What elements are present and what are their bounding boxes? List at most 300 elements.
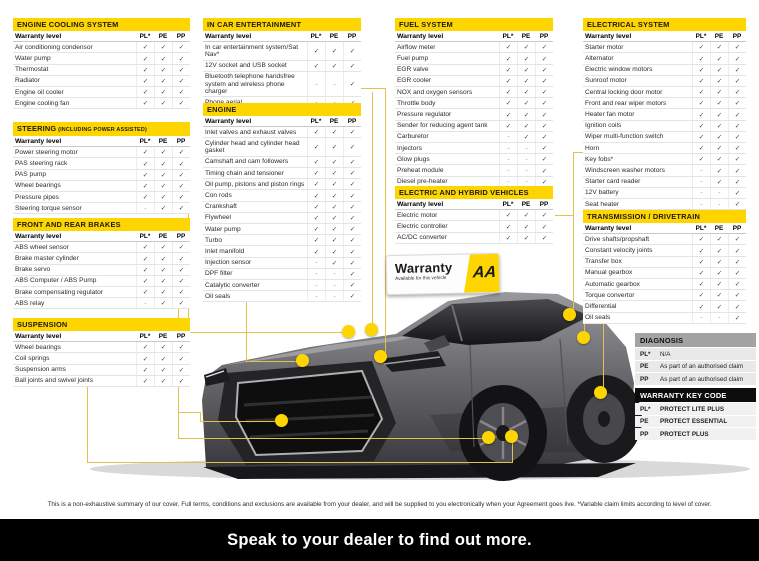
warranty-row-label: Alternator	[585, 54, 614, 62]
coverage-tick: ✓	[728, 42, 746, 52]
coverage-tick: ✓	[535, 87, 553, 97]
coverage-tick: ✓	[154, 353, 172, 363]
warranty-row-label: Catalytic converter	[205, 281, 260, 289]
warranty-row-label: Brake servo	[15, 266, 51, 274]
coverage-tick: -	[710, 199, 728, 209]
connector-line	[573, 152, 574, 315]
coverage-tick: ✓	[136, 158, 154, 168]
coverage-tick: ✓	[535, 154, 553, 164]
coverage-tick: ✓	[535, 143, 553, 153]
warranty-row	[395, 210, 553, 221]
column-header-level: PE	[329, 117, 339, 125]
coverage-tick: ✓	[728, 65, 746, 75]
coverage-tick: -	[136, 203, 154, 213]
warranty-row-label: Thermostat	[15, 66, 49, 74]
coverage-tick: ✓	[710, 245, 728, 255]
coverage-tick: ✓	[172, 87, 190, 97]
column-header-level: PL*	[310, 32, 322, 40]
coverage-tick: ✓	[728, 76, 746, 86]
coverage-tick: ✓	[692, 234, 710, 244]
coverage-tick: ✓	[172, 265, 190, 275]
coverage-tick: ✓	[343, 202, 361, 212]
coverage-tick: ✓	[136, 287, 154, 297]
coverage-tick: ✓	[325, 246, 343, 256]
panel-title: ENGINE COOLING SYSTEM	[13, 18, 190, 31]
warranty-row	[395, 132, 553, 143]
warranty-row-label: Cylinder head and cylinder head gasket	[205, 139, 300, 155]
coverage-tick: ✓	[692, 143, 710, 153]
coverage-tick: ✓	[343, 258, 361, 268]
warranty-row-label: Camshaft and cam followers	[205, 158, 289, 166]
coverage-tick: ✓	[535, 76, 553, 86]
warranty-row	[13, 298, 190, 309]
warranty-row-label: Sender for reducing agent tank	[397, 122, 488, 130]
coverage-tick: ✓	[710, 234, 728, 244]
warranty-row	[203, 258, 361, 269]
coverage-tick: ✓	[136, 87, 154, 97]
coverage-tick: ✓	[710, 290, 728, 300]
coverage-tick: ✓	[499, 109, 517, 119]
coverage-tick: ✓	[710, 143, 728, 153]
coverage-tick: ✓	[172, 65, 190, 75]
warranty-row	[395, 154, 553, 165]
legend-text: PROTECT PLUS	[660, 430, 709, 438]
warranty-row	[583, 188, 746, 199]
column-header-level: PL*	[139, 32, 151, 40]
warranty-row-label: Engine cooling fan	[15, 99, 70, 107]
warranty-row	[583, 143, 746, 154]
warranty-row	[583, 98, 746, 109]
coverage-tick: ✓	[728, 199, 746, 209]
warranty-row	[13, 253, 190, 264]
coverage-tick: -	[325, 72, 343, 97]
column-header-row	[13, 136, 190, 147]
warranty-row	[395, 165, 553, 176]
column-header-label: Warranty level	[205, 32, 252, 40]
coverage-tick: ✓	[710, 121, 728, 131]
warranty-row-label: Pressure pipes	[15, 193, 59, 201]
warranty-row	[203, 61, 361, 72]
warranty-badge	[386, 253, 501, 295]
warranty-row-label: Brake compensating regulator	[15, 288, 103, 296]
warranty-row	[583, 121, 746, 132]
column-header-row	[13, 231, 190, 242]
warranty-row-label: Oil pump, pistons and piston rings	[205, 180, 305, 188]
warranty-row-label: Manual gearbox	[585, 269, 633, 277]
coverage-tick: ✓	[517, 233, 535, 243]
coverage-tick: ✓	[154, 87, 172, 97]
warranty-row-label: Differential	[585, 302, 617, 310]
warranty-row	[203, 179, 361, 190]
panel-engine	[203, 103, 361, 302]
warranty-row-label: Coil springs	[15, 354, 50, 362]
coverage-tick: ✓	[136, 265, 154, 275]
coverage-tick: ✓	[710, 109, 728, 119]
coverage-tick: -	[307, 258, 325, 268]
connector-line	[512, 440, 513, 463]
panel-title: SUSPENSION	[13, 318, 190, 331]
coverage-tick: ✓	[517, 210, 535, 220]
warranty-row-label: Electric motor	[397, 211, 438, 219]
coverage-tick: -	[325, 280, 343, 290]
warranty-row-label: Drive shafts/propshaft	[585, 235, 650, 243]
warranty-row	[203, 138, 361, 156]
warranty-row-label: Wheel bearings	[15, 182, 61, 190]
warranty-row	[13, 353, 190, 364]
warranty-row-label: Suspension arms	[15, 366, 66, 374]
legend-text: As part of an authorised claim	[660, 375, 744, 383]
coverage-tick: ✓	[710, 257, 728, 267]
legend-code: PE	[640, 418, 649, 425]
coverage-tick: ✓	[154, 158, 172, 168]
coverage-tick: ✓	[307, 61, 325, 71]
coverage-tick: ✓	[325, 42, 343, 59]
coverage-tick: ✓	[728, 279, 746, 289]
column-header-level: PP	[539, 200, 549, 208]
warranty-row	[583, 290, 746, 301]
callout-dot	[374, 350, 387, 363]
coverage-tick: ✓	[325, 179, 343, 189]
warranty-row	[583, 301, 746, 312]
coverage-tick: ✓	[136, 53, 154, 63]
coverage-tick: ✓	[172, 253, 190, 263]
coverage-tick: ✓	[535, 98, 553, 108]
column-header-level: PE	[158, 32, 168, 40]
coverage-tick: ✓	[710, 301, 728, 311]
warranty-row	[203, 202, 361, 213]
warranty-row-label: Ignition coils	[585, 122, 622, 130]
coverage-tick: ✓	[136, 276, 154, 286]
column-header-level: PE	[521, 32, 531, 40]
panel-electrical-system	[583, 18, 746, 210]
coverage-tick: -	[692, 165, 710, 175]
coverage-tick: ✓	[343, 179, 361, 189]
callout-dot	[342, 325, 355, 338]
warranty-row-label: Steering torque sensor	[15, 204, 82, 212]
warranty-row-label: Water pump	[205, 225, 241, 233]
coverage-tick: ✓	[343, 269, 361, 279]
warranty-row	[203, 224, 361, 235]
legend-code: PP	[640, 375, 649, 383]
disclaimer-text: This is a non-exhaustive summary of our cover. Full terms, conditions and exclusions are available from your dealer, and will be supplied to you electronically when your Agreement goes live. *Variable claim limits according to level of cover.	[47, 501, 712, 508]
warranty-row-label: Preheat module	[397, 166, 444, 174]
warranty-row-label: Wiper multi-function switch	[585, 133, 664, 141]
warranty-row-label: Water pump	[15, 54, 51, 62]
coverage-tick: ✓	[325, 258, 343, 268]
coverage-tick: ✓	[692, 257, 710, 267]
coverage-tick: ✓	[172, 170, 190, 180]
column-header-level: PP	[176, 32, 186, 40]
coverage-tick: ✓	[710, 268, 728, 278]
warranty-row	[395, 109, 553, 120]
coverage-tick: ✓	[343, 157, 361, 167]
legend-row	[635, 403, 756, 415]
column-header-level: PL*	[695, 32, 707, 40]
coverage-tick: ✓	[154, 376, 172, 386]
warranty-row-label: Power steering motor	[15, 148, 78, 156]
coverage-tick: ✓	[710, 42, 728, 52]
warranty-row-label: Con rods	[205, 191, 232, 199]
warranty-row	[203, 280, 361, 291]
warranty-row-label: Horn	[585, 144, 600, 152]
warranty-row-label: Glow plugs	[397, 155, 430, 163]
warranty-row	[13, 242, 190, 253]
column-header-level: PL*	[139, 232, 151, 240]
coverage-tick: ✓	[154, 98, 172, 108]
coverage-tick: ✓	[499, 42, 517, 52]
legend-text: As part of an authorised claim	[660, 363, 744, 370]
column-header-row	[583, 31, 746, 42]
column-header-row	[395, 199, 553, 210]
coverage-tick: ✓	[325, 235, 343, 245]
warranty-row	[583, 279, 746, 290]
coverage-tick: ✓	[172, 365, 190, 375]
coverage-tick: ✓	[325, 190, 343, 200]
legend-row	[635, 428, 756, 440]
coverage-tick: ✓	[535, 221, 553, 231]
badge-text	[387, 255, 464, 295]
legend-text: N/A	[660, 350, 671, 358]
coverage-tick: ✓	[499, 98, 517, 108]
coverage-tick: ✓	[136, 98, 154, 108]
coverage-tick: ✓	[343, 190, 361, 200]
warranty-row-label: Oil seals	[205, 292, 231, 300]
warranty-row	[13, 342, 190, 353]
warranty-row	[583, 199, 746, 210]
coverage-tick: ✓	[710, 87, 728, 97]
coverage-tick: ✓	[499, 210, 517, 220]
coverage-tick: ✓	[517, 221, 535, 231]
coverage-tick: ✓	[307, 246, 325, 256]
column-header-level: PE	[158, 137, 168, 145]
coverage-tick: ✓	[728, 188, 746, 198]
coverage-tick: -	[499, 132, 517, 142]
warranty-row-label: Pressure regulator	[397, 110, 452, 118]
coverage-tick: ✓	[325, 168, 343, 178]
warranty-row-label: 12V battery	[585, 189, 619, 197]
coverage-tick: ✓	[154, 242, 172, 252]
coverage-tick: ✓	[692, 42, 710, 52]
coverage-tick: -	[307, 269, 325, 279]
callout-dot	[275, 414, 288, 427]
warranty-row	[395, 42, 553, 53]
warranty-row	[395, 143, 553, 154]
coverage-tick: ✓	[710, 165, 728, 175]
coverage-tick: -	[710, 313, 728, 323]
coverage-tick: ✓	[172, 203, 190, 213]
panel-engine-cooling-system	[13, 18, 190, 109]
warranty-row-label: PAS steering rack	[15, 159, 68, 167]
panel-title: ENGINE	[203, 103, 361, 116]
column-header-level: PP	[732, 32, 742, 40]
coverage-tick: ✓	[343, 246, 361, 256]
panel-title: IN CAR ENTERTAINMENT	[203, 18, 361, 31]
column-header-level: PL*	[139, 332, 151, 340]
column-header-label: Warranty level	[585, 224, 632, 232]
callout-dot	[482, 431, 495, 444]
warranty-row-label: ABS wheel sensor	[15, 243, 69, 251]
warranty-row	[583, 177, 746, 188]
coverage-tick: ✓	[136, 192, 154, 202]
column-header-level: PE	[158, 332, 168, 340]
coverage-tick: ✓	[154, 253, 172, 263]
warranty-row-label: Heater fan motor	[585, 110, 635, 118]
column-header-label: Warranty level	[15, 232, 62, 240]
coverage-tick: ✓	[172, 287, 190, 297]
coverage-tick: ✓	[692, 132, 710, 142]
coverage-tick: ✓	[728, 177, 746, 187]
warranty-row-label: Constant velocity joints	[585, 246, 653, 254]
coverage-tick: ✓	[172, 147, 190, 157]
coverage-tick: -	[307, 280, 325, 290]
aa-logo	[464, 254, 500, 293]
column-header-level: PP	[176, 332, 186, 340]
column-header-row	[203, 31, 361, 42]
coverage-tick: ✓	[154, 65, 172, 75]
warranty-row	[203, 168, 361, 179]
legend-text: PROTECT LITE PLUS	[660, 405, 725, 413]
coverage-tick: ✓	[499, 221, 517, 231]
coverage-tick: ✓	[136, 342, 154, 352]
warranty-row-label: Turbo	[205, 236, 222, 244]
connector-line	[87, 378, 88, 463]
coverage-tick: ✓	[172, 53, 190, 63]
panel-title: ELECTRICAL SYSTEM	[583, 18, 746, 31]
coverage-tick: ✓	[728, 165, 746, 175]
warranty-row	[395, 87, 553, 98]
connector-line	[188, 332, 347, 333]
panel-title: ELECTRIC AND HYBRID VEHICLES	[395, 186, 553, 199]
warranty-row	[583, 109, 746, 120]
connector-line	[385, 88, 386, 357]
coverage-tick: ✓	[136, 170, 154, 180]
column-header-label: Warranty level	[397, 32, 444, 40]
coverage-tick: ✓	[307, 127, 325, 137]
coverage-tick: ✓	[517, 65, 535, 75]
column-header-level: PE	[714, 224, 724, 232]
cta-text: Speak to your dealer to find out more.	[227, 530, 532, 549]
warranty-row-label: NOX and oxygen sensors	[397, 88, 473, 96]
coverage-tick: ✓	[307, 224, 325, 234]
warranty-row-label: Electric window motors	[585, 66, 653, 74]
connector-line	[178, 438, 489, 439]
column-header-row	[203, 116, 361, 127]
warranty-row-label: Starter motor	[585, 43, 624, 51]
coverage-tick: ✓	[343, 61, 361, 71]
coverage-tick: ✓	[692, 87, 710, 97]
coverage-tick: ✓	[343, 235, 361, 245]
callout-dot	[505, 430, 518, 443]
coverage-tick: ✓	[154, 181, 172, 191]
coverage-tick: ✓	[136, 76, 154, 86]
warranty-row-label: Brake master cylinder	[15, 254, 79, 262]
panel-in-car-entertainment	[203, 18, 361, 109]
coverage-tick: ✓	[325, 224, 343, 234]
column-header-level: PP	[539, 32, 549, 40]
warranty-row	[583, 245, 746, 256]
panel-title: FUEL SYSTEM	[395, 18, 553, 31]
coverage-tick: ✓	[154, 76, 172, 86]
coverage-tick: ✓	[728, 245, 746, 255]
coverage-tick: ✓	[692, 301, 710, 311]
coverage-tick: ✓	[499, 87, 517, 97]
warranty-row-label: PAS pump	[15, 171, 47, 179]
warranty-row	[13, 276, 190, 287]
coverage-tick: ✓	[535, 109, 553, 119]
warranty-row	[13, 53, 190, 64]
warranty-row	[395, 53, 553, 64]
warranty-row	[583, 42, 746, 53]
warranty-row	[13, 98, 190, 109]
coverage-tick: ✓	[136, 181, 154, 191]
panel-front-and-rear-brakes	[13, 218, 190, 309]
coverage-tick: ✓	[154, 203, 172, 213]
coverage-tick: ✓	[154, 298, 172, 308]
warranty-row-label: Airflow meter	[397, 43, 436, 51]
warranty-row	[13, 42, 190, 53]
callout-dot	[594, 386, 607, 399]
coverage-tick: ✓	[710, 132, 728, 142]
coverage-tick: ✓	[307, 42, 325, 59]
coverage-tick: ✓	[154, 276, 172, 286]
warranty-row	[583, 313, 746, 324]
warranty-row	[583, 76, 746, 87]
connector-line	[360, 88, 385, 89]
coverage-tick: ✓	[136, 365, 154, 375]
warranty-row	[583, 165, 746, 176]
column-header-row	[583, 223, 746, 234]
warranty-row-label: DPF filter	[205, 270, 233, 278]
coverage-tick: ✓	[307, 138, 325, 155]
coverage-tick: ✓	[517, 53, 535, 63]
warranty-row-label: Sunroof motor	[585, 77, 627, 85]
coverage-tick: ✓	[728, 121, 746, 131]
coverage-tick: ✓	[154, 53, 172, 63]
coverage-tick: -	[499, 154, 517, 164]
coverage-tick: ✓	[692, 290, 710, 300]
coverage-tick: ✓	[535, 53, 553, 63]
legend-row	[635, 373, 756, 385]
coverage-tick: ✓	[728, 290, 746, 300]
warranty-row-label: Injection sensor	[205, 259, 252, 267]
warranty-row-label: Seat heater	[585, 200, 620, 208]
coverage-tick: ✓	[307, 190, 325, 200]
warranty-row	[583, 65, 746, 76]
connector-line	[200, 421, 282, 422]
warranty-row-label: Bluetooth telephone handsfree system and wireless phone charger	[205, 73, 295, 95]
coverage-tick: -	[710, 188, 728, 198]
warranty-row-label: Front and rear wiper motors	[585, 99, 667, 107]
legend-code: PE	[640, 363, 649, 370]
warranty-row	[583, 132, 746, 143]
coverage-tick: ✓	[172, 353, 190, 363]
coverage-tick: ✓	[535, 165, 553, 175]
coverage-tick: -	[517, 177, 535, 187]
column-header-level: PE	[329, 32, 339, 40]
badge-title: Warranty	[394, 259, 453, 277]
column-header-label: Warranty level	[15, 32, 62, 40]
coverage-tick: ✓	[499, 53, 517, 63]
coverage-tick: ✓	[325, 213, 343, 223]
warranty-row-label: Fuel pump	[397, 54, 429, 62]
coverage-tick: ✓	[154, 365, 172, 375]
warranty-row-label: Wheel bearings	[15, 343, 61, 351]
column-header-level: PP	[347, 32, 357, 40]
callout-dot	[365, 323, 378, 336]
warranty-row	[203, 213, 361, 224]
column-header-level: PP	[732, 224, 742, 232]
warranty-row-label: Central locking door motor	[585, 88, 663, 96]
